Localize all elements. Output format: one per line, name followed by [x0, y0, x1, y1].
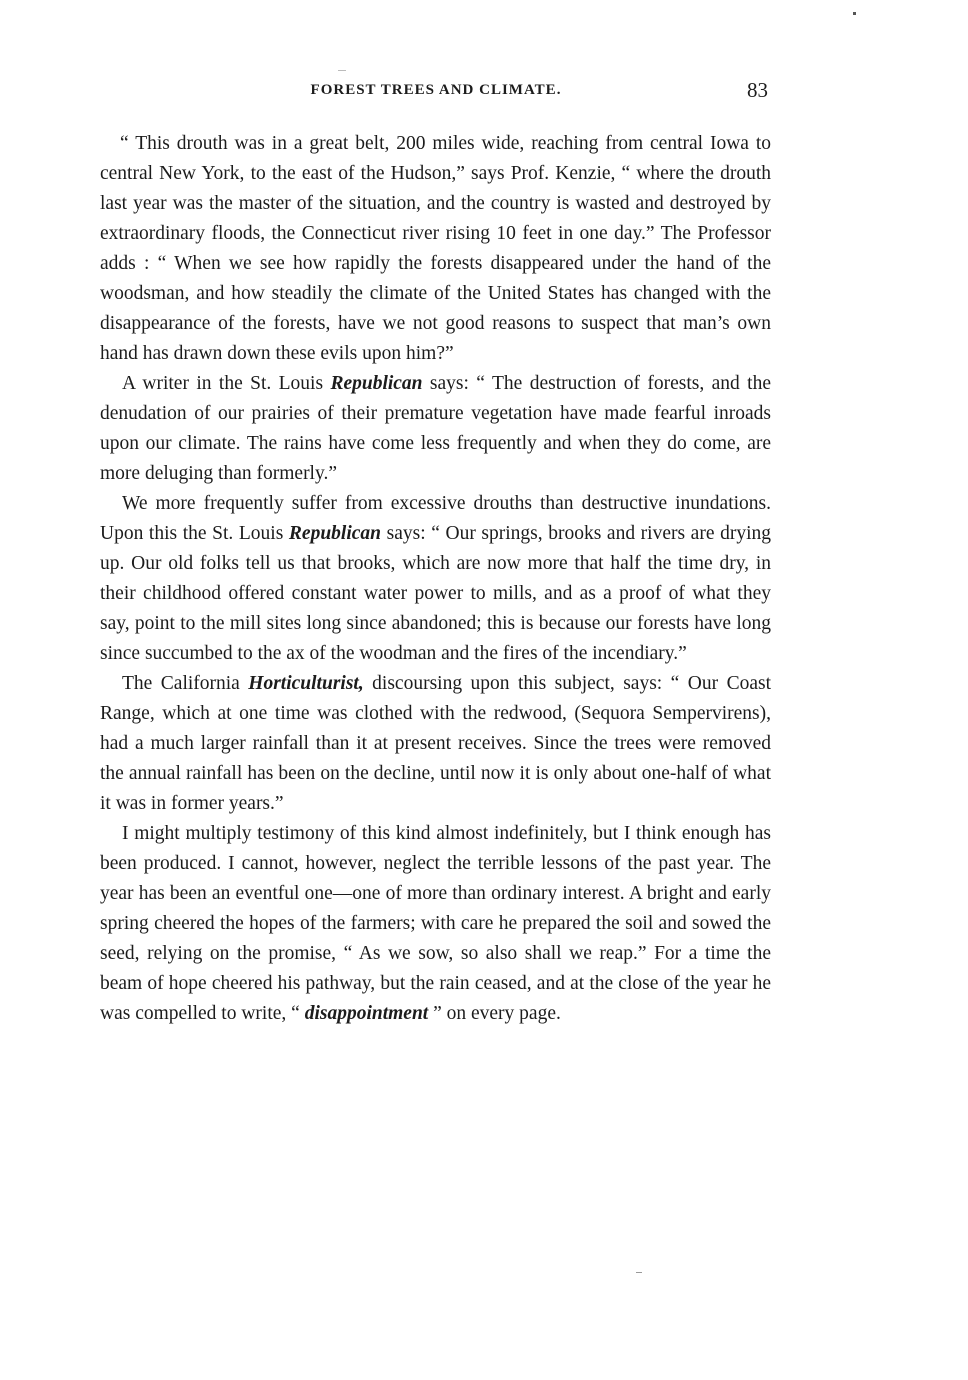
publication-title: Republican [330, 373, 423, 394]
paragraph-text: says: “ Our springs, brooks and rivers are drying up. Our old folks tell us that brooks, which are now more that half the time dry, in their childhood offered constant water power to mills, and as a proof of what they say, point to the mill sites long since abandoned; this is because our forests have long since succumbed to the ax of the woodman and the fires of the incendiary.” [100, 523, 772, 664]
body-text [100, 129, 771, 1029]
publication-title: Republican [288, 523, 382, 544]
publication-title: Horticulturist, [248, 673, 364, 694]
emphasized-word: disappointment [304, 1003, 429, 1024]
running-title: FOREST TREES AND CLIMATE. [310, 82, 562, 98]
stray-mark-top [338, 70, 346, 71]
paragraph-drouths [100, 489, 771, 669]
stray-mark-top-right [853, 12, 856, 15]
paragraph-text: A writer in the St. Louis [122, 373, 331, 394]
stray-mark-bottom [636, 1272, 642, 1273]
paragraph-california [100, 669, 771, 819]
paragraph-kenzie-quote [100, 129, 771, 369]
running-head [100, 78, 772, 106]
page-number: 83 [747, 78, 768, 102]
paragraph-st-louis-writer [100, 369, 771, 489]
paragraph-testimony [100, 819, 771, 1029]
paragraph-text: ” on every page. [428, 1003, 561, 1024]
paragraph-text: says: “ The destruction of forests, and the denudation of our prairies of their premature vegetation have made fearful inroads upon our climate. The rains have come less frequently and when they do come, are more deluging than formerly.” [100, 373, 771, 484]
paragraph-text: I might multiply testimony of this kind almost indefinitely, but I think enough has been produced. I cannot, however, neglect the terrible lessons of the past year. The year has been an eventful one—one of more than ordinary interest. A bright and early spring cheered the hopes of the farmers; with care he prepared the soil and sowed the seed, relying on the promise, “ As we sow, so also shall we reap.” For a time the beam of hope cheered his pathway, but the rain ceased, and at the close of the year he was compelled to write, “ [100, 823, 771, 1024]
paragraph-text: discoursing upon this subject, says: “ Our Coast Range, which at one time was clothed with the redwood, (Sequora Sempervirens), had a much larger rainfall than it at present receives. Since the trees were removed the annual rainfall has been on the decline, until now it is only about one-half of what it was in former years.” [100, 673, 771, 814]
paragraph-text: We more frequently suffer from excessive drouths than destructive inundations. Upon this the St. Louis [100, 493, 771, 544]
paragraph-text: The California [122, 673, 249, 694]
paragraph-text: “ This drouth was in a great belt, 200 miles wide, reaching from central Iowa to central New York, to the east of the Hudson,” says Prof. Kenzie, “ where the drouth last year was the master of the situation, and the country is wasted and destroyed by extraordinary floods, the Connecticut river rising 10 feet in one day.” The Professor adds : “ When we see how rapidly the forests disappeared under the hand of the woodsman, and how steadily the climate of the United States has changed with the disappearance of the forests, have we not good reasons to suspect that man’s own hand has drawn down these evils upon him?” [100, 133, 771, 364]
